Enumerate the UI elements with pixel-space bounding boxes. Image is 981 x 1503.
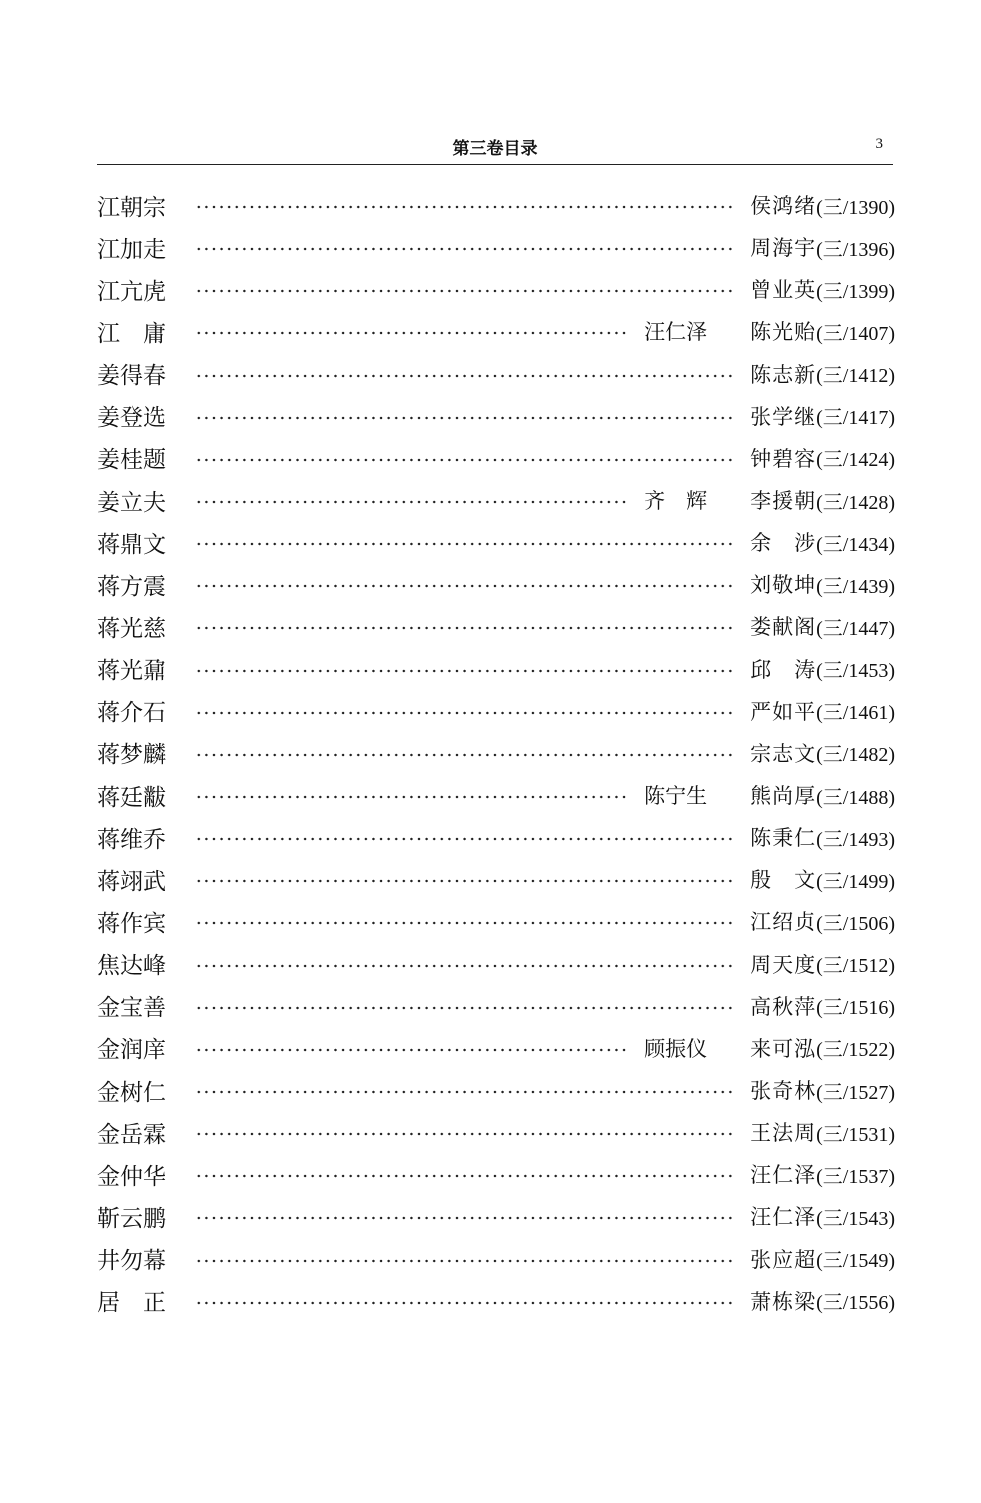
entry-subject: 姜桂题 xyxy=(97,447,166,474)
entry-page-ref: (三/1527) xyxy=(816,1081,895,1104)
toc-entry[interactable] xyxy=(97,732,895,774)
entry-subject: 金树仁 xyxy=(97,1079,166,1106)
entry-subject: 焦达峰 xyxy=(97,953,166,980)
toc-entry[interactable] xyxy=(97,1069,895,1111)
entry-author: 张应超 xyxy=(750,1247,817,1272)
dot-leader xyxy=(195,837,736,841)
dot-leader xyxy=(195,669,736,673)
dot-leader xyxy=(195,205,736,209)
dot-leader xyxy=(195,1090,736,1094)
entry-subject: 姜登选 xyxy=(97,405,166,432)
entry-subject: 井勿幕 xyxy=(97,1248,166,1275)
dot-leader xyxy=(195,584,736,588)
entry-subject: 江朝宗 xyxy=(97,194,166,221)
toc-entry[interactable] xyxy=(97,1280,895,1322)
entry-subject: 蒋廷黻 xyxy=(97,784,166,811)
dot-leader xyxy=(195,542,736,546)
entry-subject: 金仲华 xyxy=(97,1163,166,1190)
entry-page-ref: (三/1482) xyxy=(816,744,895,767)
entry-author: 陈光贻 xyxy=(750,320,817,345)
dot-leader xyxy=(195,331,630,335)
entry-subject: 蒋作宾 xyxy=(97,910,166,937)
entry-author: 严如平 xyxy=(750,699,817,724)
toc-entry[interactable] xyxy=(97,774,895,816)
page-number: 3 xyxy=(875,136,883,152)
toc-entry[interactable] xyxy=(97,1153,895,1195)
entry-subject: 蒋翊武 xyxy=(97,868,166,895)
entry-page-ref: (三/1439) xyxy=(816,575,895,598)
entry-subject: 居 正 xyxy=(97,1290,166,1317)
entry-page-ref: (三/1499) xyxy=(816,870,895,893)
entry-page-ref: (三/1434) xyxy=(816,533,895,556)
entry-author: 陈秉仁 xyxy=(750,826,817,851)
entry-author: 汪仁泽 xyxy=(750,1205,817,1230)
entry-page-ref: (三/1556) xyxy=(816,1292,895,1315)
entry-page-ref: (三/1512) xyxy=(816,955,895,978)
entry-author: 曾业英 xyxy=(750,278,817,303)
toc-entry[interactable] xyxy=(97,521,895,563)
toc-entry[interactable] xyxy=(97,985,895,1027)
toc-entry[interactable] xyxy=(97,437,895,479)
entry-subject: 蒋介石 xyxy=(97,700,166,727)
dot-leader xyxy=(195,626,736,630)
entry-page-ref: (三/1396) xyxy=(816,238,895,261)
dot-leader xyxy=(195,374,736,378)
entry-coauthor: 顾振仪 xyxy=(644,1036,708,1061)
entry-page-ref: (三/1531) xyxy=(816,1123,895,1146)
entry-subject: 金宝善 xyxy=(97,995,166,1022)
entry-subject: 姜得春 xyxy=(97,363,166,390)
dot-leader xyxy=(195,1048,630,1052)
toc-entry[interactable] xyxy=(97,310,895,352)
entry-page-ref: (三/1453) xyxy=(816,660,895,683)
toc-entry[interactable] xyxy=(97,605,895,647)
entry-subject: 蒋方震 xyxy=(97,573,166,600)
header-title: 第三卷目录 xyxy=(452,139,538,159)
entry-subject: 江 庸 xyxy=(97,320,166,347)
entry-page-ref: (三/1424) xyxy=(816,449,895,472)
toc-entry[interactable] xyxy=(97,1111,895,1153)
toc-entry[interactable] xyxy=(97,816,895,858)
entry-page-ref: (三/1493) xyxy=(816,828,895,851)
entry-author: 熊尚厚 xyxy=(750,784,817,809)
entry-author: 周天度 xyxy=(750,952,817,977)
entry-page-ref: (三/1407) xyxy=(816,322,895,345)
entry-author: 周海宇 xyxy=(750,236,817,261)
entry-author: 张学继 xyxy=(750,404,817,429)
toc-entry[interactable] xyxy=(97,563,895,605)
entry-subject: 蒋梦麟 xyxy=(97,742,166,769)
entry-author: 萧栋梁 xyxy=(750,1289,817,1314)
dot-leader xyxy=(195,964,736,968)
entry-subject: 蒋维乔 xyxy=(97,826,166,853)
dot-leader xyxy=(195,289,736,293)
entry-author: 李援朝 xyxy=(750,489,817,514)
entry-subject: 蒋光鼐 xyxy=(97,658,166,685)
dot-leader xyxy=(195,247,736,251)
entry-author: 刘敬坤 xyxy=(750,573,817,598)
toc-entry[interactable] xyxy=(97,1027,895,1069)
entry-page-ref: (三/1516) xyxy=(816,997,895,1020)
entry-author: 江绍贞 xyxy=(750,910,817,935)
dot-leader xyxy=(195,1216,736,1220)
entry-author: 来可泓 xyxy=(750,1036,817,1061)
entry-author: 陈志新 xyxy=(750,362,817,387)
dot-leader xyxy=(195,500,630,504)
toc-entry[interactable] xyxy=(97,353,895,395)
entry-coauthor: 齐 辉 xyxy=(644,489,708,514)
toc-entry[interactable] xyxy=(97,395,895,437)
entry-author: 高秋萍 xyxy=(750,994,817,1019)
toc-entry[interactable] xyxy=(97,268,895,310)
dot-leader xyxy=(195,753,736,757)
dot-leader xyxy=(195,1174,736,1178)
entry-page-ref: (三/1447) xyxy=(816,617,895,640)
entry-author: 王法周 xyxy=(750,1121,817,1146)
entry-page-ref: (三/1412) xyxy=(816,365,895,388)
entry-subject: 靳云鹏 xyxy=(97,1205,166,1232)
dot-leader xyxy=(195,921,736,925)
entry-page-ref: (三/1428) xyxy=(816,491,895,514)
dot-leader xyxy=(195,1301,736,1305)
dot-leader xyxy=(195,1132,736,1136)
toc-entry[interactable] xyxy=(97,1238,895,1280)
dot-leader xyxy=(195,711,736,715)
dot-leader xyxy=(195,1259,736,1263)
dot-leader xyxy=(195,458,736,462)
entry-author: 娄献阁 xyxy=(750,615,817,640)
entry-subject: 江亢虎 xyxy=(97,278,166,305)
running-header xyxy=(97,130,893,165)
entry-subject: 蒋光慈 xyxy=(97,615,166,642)
entry-subject: 金岳霖 xyxy=(97,1121,166,1148)
entry-page-ref: (三/1506) xyxy=(816,912,895,935)
dot-leader xyxy=(195,879,736,883)
dot-leader xyxy=(195,416,736,420)
entry-subject: 姜立夫 xyxy=(97,489,166,516)
entry-page-ref: (三/1399) xyxy=(816,280,895,303)
toc-entry[interactable] xyxy=(97,184,895,226)
toc-entry[interactable] xyxy=(97,858,895,900)
entry-author: 钟碧容 xyxy=(750,446,817,471)
entry-author: 汪仁泽 xyxy=(750,1163,817,1188)
entry-author: 宗志文 xyxy=(750,741,817,766)
entry-page-ref: (三/1549) xyxy=(816,1250,895,1273)
toc-entry[interactable] xyxy=(97,943,895,985)
entry-page-ref: (三/1537) xyxy=(816,1165,895,1188)
entry-coauthor: 汪仁泽 xyxy=(644,320,708,345)
entry-page-ref: (三/1461) xyxy=(816,702,895,725)
entry-page-ref: (三/1390) xyxy=(816,196,895,219)
toc-entry[interactable] xyxy=(97,690,895,732)
toc-entry[interactable] xyxy=(97,648,895,690)
entry-author: 侯鸿绪 xyxy=(750,194,817,219)
entry-author: 余 涉 xyxy=(750,531,817,556)
table-of-contents xyxy=(97,184,895,1322)
toc-entry[interactable] xyxy=(97,900,895,942)
toc-entry[interactable] xyxy=(97,226,895,268)
dot-leader xyxy=(195,795,630,799)
entry-subject: 金润庠 xyxy=(97,1037,166,1064)
toc-entry[interactable] xyxy=(97,479,895,521)
entry-author: 张奇林 xyxy=(750,1079,817,1104)
entry-author: 邱 涛 xyxy=(750,657,817,682)
entry-page-ref: (三/1488) xyxy=(816,786,895,809)
entry-subject: 蒋鼎文 xyxy=(97,531,166,558)
entry-subject: 江加走 xyxy=(97,236,166,263)
dot-leader xyxy=(195,1006,736,1010)
entry-page-ref: (三/1417) xyxy=(816,407,895,430)
toc-entry[interactable] xyxy=(97,1195,895,1237)
entry-page-ref: (三/1522) xyxy=(816,1039,895,1062)
entry-page-ref: (三/1543) xyxy=(816,1207,895,1230)
entry-coauthor: 陈宁生 xyxy=(644,784,708,809)
entry-author: 殷 文 xyxy=(750,868,817,893)
